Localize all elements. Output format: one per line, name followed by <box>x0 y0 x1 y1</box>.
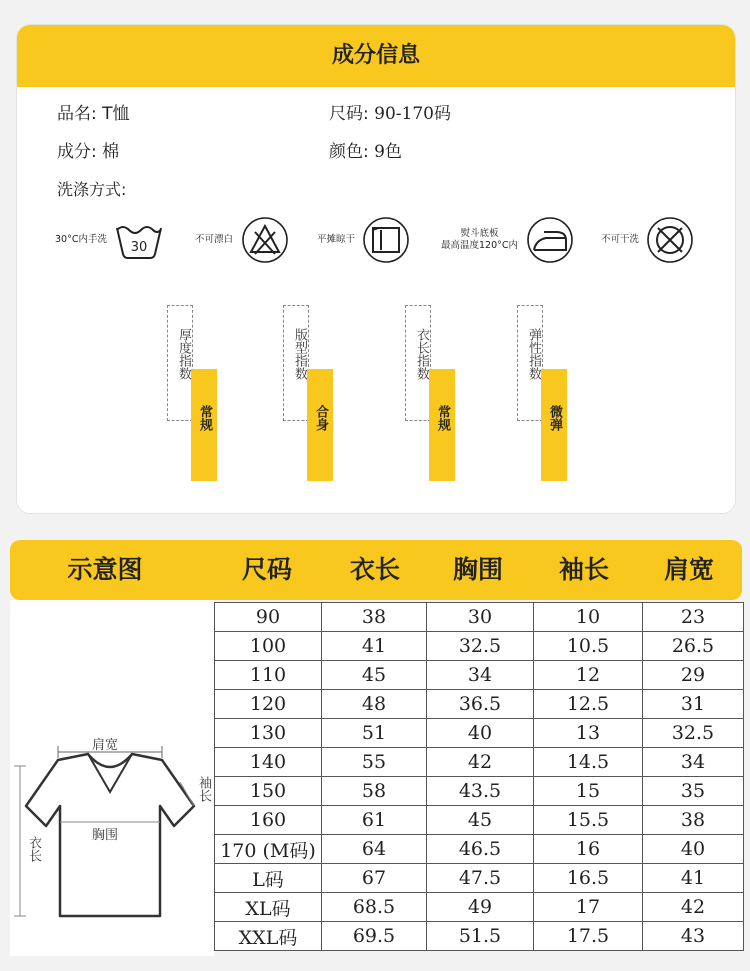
table-cell: 12.5 <box>534 690 643 719</box>
table-row <box>215 864 744 893</box>
table-cell: 55 <box>322 748 427 777</box>
table-cell: 51 <box>322 719 427 748</box>
svg-text:30: 30 <box>130 240 148 255</box>
table-cell: 120 <box>215 690 322 719</box>
wash-label: 不可漂白 <box>195 234 234 245</box>
table-cell: 31 <box>643 690 744 719</box>
material-row <box>57 137 119 162</box>
table-cell: 34 <box>643 748 744 777</box>
table-row <box>215 632 744 661</box>
product-info-card <box>16 24 736 514</box>
hand-wash-30-icon <box>113 218 165 262</box>
table-cell: 15 <box>534 777 643 806</box>
table-cell: 10 <box>534 603 643 632</box>
wash-label-line2: 最高温度120°C内 <box>441 240 519 251</box>
index-value: 常规 <box>435 405 450 431</box>
dry-flat-icon <box>361 216 411 264</box>
table-cell: 67 <box>322 864 427 893</box>
table-cell: 16 <box>534 835 643 864</box>
table-row <box>215 690 744 719</box>
size-table <box>214 602 744 951</box>
wash-label: 30°C内手洗 <box>55 234 107 245</box>
table-cell: 23 <box>643 603 744 632</box>
table-cell: 170 (M码) <box>215 835 322 864</box>
index-name: 弹性指数 <box>526 328 541 380</box>
index-value: 合身 <box>313 405 328 431</box>
size-chart-header <box>10 540 742 600</box>
size-range-row <box>329 99 451 124</box>
index-fit <box>283 305 343 485</box>
wash-title: 洗涤方式: <box>57 180 127 199</box>
table-cell: 26.5 <box>643 632 744 661</box>
table-row <box>215 748 744 777</box>
table-row <box>215 777 744 806</box>
table-cell: 17 <box>534 893 643 922</box>
table-cell: 41 <box>643 864 744 893</box>
table-cell: 41 <box>322 632 427 661</box>
table-cell: 69.5 <box>322 922 427 951</box>
header-length: 衣长 <box>349 555 400 584</box>
wash-item-dry-flat <box>317 210 411 270</box>
table-cell: 40 <box>427 719 534 748</box>
product-label: 品名: <box>57 104 97 124</box>
table-cell: 29 <box>643 661 744 690</box>
material-label: 成分: <box>57 142 97 162</box>
header-sleeve: 袖长 <box>558 555 609 584</box>
tshirt-outline-icon <box>10 600 214 956</box>
table-cell: 90 <box>215 603 322 632</box>
material-value: 棉 <box>102 142 120 162</box>
table-cell: 34 <box>427 661 534 690</box>
table-cell: 45 <box>427 806 534 835</box>
table-cell: 100 <box>215 632 322 661</box>
table-cell: 13 <box>534 719 643 748</box>
wash-item-no-bleach <box>195 210 291 270</box>
table-row <box>215 893 744 922</box>
size-value: 90-170码 <box>374 104 451 124</box>
table-cell: 35 <box>643 777 744 806</box>
table-cell: 14.5 <box>534 748 643 777</box>
table-cell: 64 <box>322 835 427 864</box>
table-cell: 15.5 <box>534 806 643 835</box>
table-cell: 16.5 <box>534 864 643 893</box>
diagram-shoulder-label: 肩宽 <box>92 738 119 753</box>
table-cell: 42 <box>643 893 744 922</box>
wash-item-hand-wash <box>55 210 165 270</box>
table-row <box>215 661 744 690</box>
wash-item-no-dry-clean <box>601 210 695 270</box>
table-cell: 40 <box>643 835 744 864</box>
index-name: 厚度指数 <box>176 328 191 380</box>
header-size: 尺码 <box>241 555 292 584</box>
wash-label: 不可干洗 <box>601 234 640 245</box>
color-row <box>329 137 402 162</box>
header-diagram: 示意图 <box>67 555 143 584</box>
wash-label: 平摊晾干 <box>317 234 356 245</box>
table-cell: 43.5 <box>427 777 534 806</box>
table-cell: 58 <box>322 777 427 806</box>
product-value: T恤 <box>102 104 130 124</box>
table-cell: XXL码 <box>215 922 322 951</box>
table-cell: 48 <box>322 690 427 719</box>
iron-icon <box>524 216 576 264</box>
index-length <box>405 305 465 485</box>
table-cell: 160 <box>215 806 322 835</box>
table-cell: 110 <box>215 661 322 690</box>
table-row <box>215 719 744 748</box>
table-cell: 17.5 <box>534 922 643 951</box>
no-dry-clean-icon <box>645 216 695 264</box>
table-cell: 43 <box>643 922 744 951</box>
color-value: 9色 <box>374 142 402 162</box>
index-name: 版型指数 <box>292 328 307 380</box>
product-name-row <box>57 99 130 124</box>
index-name: 衣长指数 <box>414 328 429 380</box>
table-cell: 12 <box>534 661 643 690</box>
table-cell: 140 <box>215 748 322 777</box>
table-cell: L码 <box>215 864 322 893</box>
index-elasticity <box>517 305 577 485</box>
diagram-chest-label: 胸围 <box>92 828 119 843</box>
index-value: 常规 <box>197 405 212 431</box>
table-row <box>215 835 744 864</box>
table-row <box>215 603 744 632</box>
diagram-sleeve-label: 袖长 <box>196 776 211 802</box>
table-cell: 38 <box>322 603 427 632</box>
table-cell: XL码 <box>215 893 322 922</box>
table-cell: 10.5 <box>534 632 643 661</box>
wash-label-line1: 熨斗底板 <box>460 228 499 239</box>
diagram-length-label: 衣长 <box>26 836 41 862</box>
table-cell: 32.5 <box>643 719 744 748</box>
size-label: 尺码: <box>329 104 369 124</box>
no-bleach-icon <box>239 216 291 264</box>
table-cell: 36.5 <box>427 690 534 719</box>
wash-item-iron <box>441 210 576 270</box>
table-cell: 51.5 <box>427 922 534 951</box>
table-cell: 49 <box>427 893 534 922</box>
wash-label <box>441 228 518 252</box>
table-cell: 32.5 <box>427 632 534 661</box>
table-cell: 68.5 <box>322 893 427 922</box>
table-cell: 38 <box>643 806 744 835</box>
index-value: 微弹 <box>547 405 562 431</box>
table-cell: 30 <box>427 603 534 632</box>
table-cell: 150 <box>215 777 322 806</box>
card-title: 成分信息 <box>17 25 735 87</box>
header-chest: 胸围 <box>452 555 503 584</box>
tshirt-diagram <box>10 600 214 956</box>
color-label: 颜色: <box>329 142 369 162</box>
table-row <box>215 806 744 835</box>
table-cell: 61 <box>322 806 427 835</box>
table-cell: 46.5 <box>427 835 534 864</box>
table-cell: 45 <box>322 661 427 690</box>
header-shoulder: 肩宽 <box>663 555 714 584</box>
table-cell: 42 <box>427 748 534 777</box>
table-cell: 47.5 <box>427 864 534 893</box>
table-row <box>215 922 744 951</box>
index-thickness <box>167 305 227 485</box>
table-cell: 130 <box>215 719 322 748</box>
